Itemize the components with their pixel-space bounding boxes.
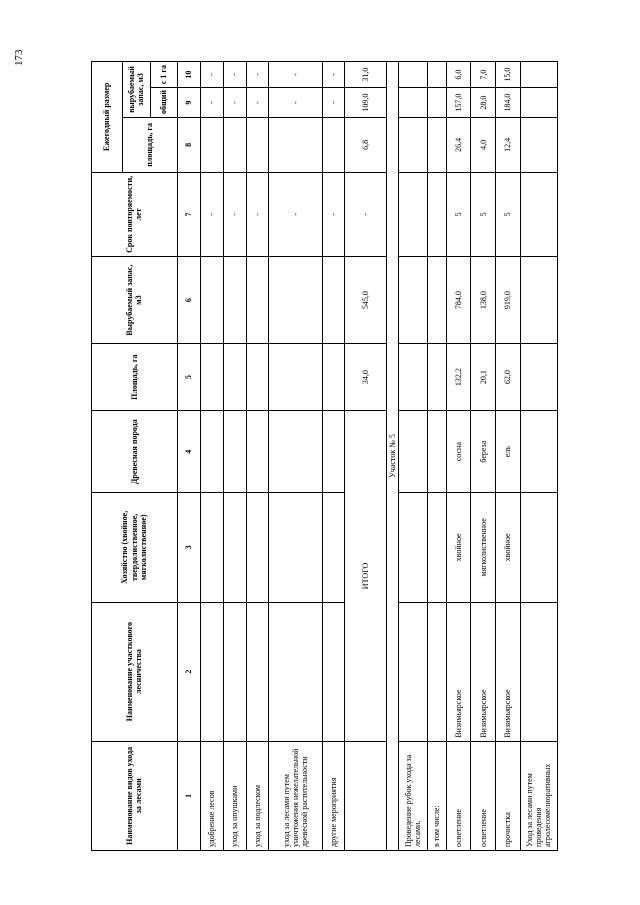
- header-annual-total: общий: [150, 88, 177, 118]
- cell-stock: 784,0: [446, 257, 471, 344]
- cell-annual-area: [246, 117, 269, 172]
- total-period: -: [345, 172, 386, 256]
- table-row: [269, 62, 323, 851]
- total-annual-per-ha: 31,0: [345, 62, 386, 88]
- cell-period: [520, 172, 557, 256]
- header-col4: Древесная порода: [92, 411, 178, 493]
- cell-annual-total: -: [246, 88, 269, 118]
- row-name: уход за лесами путем уничтожения нежелательной древесной растительности: [269, 741, 323, 850]
- col-number: 8: [177, 117, 201, 172]
- cell-annual-per-ha: -: [223, 62, 246, 88]
- header-col2: Наименование участкового лесничества: [92, 602, 178, 741]
- cell-species: [520, 411, 557, 493]
- header-annual-area: площадь, га: [122, 117, 177, 172]
- row-name: в том числе:: [428, 741, 447, 850]
- table-row: [428, 62, 447, 851]
- cell-farm: хвойное: [446, 493, 471, 602]
- row-name: уход за подлеском: [246, 741, 269, 850]
- cell-annual-total: 157,0: [446, 88, 471, 118]
- header-annual-stock: вырубаемый запас, м3: [122, 62, 150, 118]
- cell-annual-total: -: [269, 88, 323, 118]
- row-name: удобрение лесов: [201, 741, 224, 850]
- header-row-1: [92, 62, 123, 851]
- cell-forestry: [399, 602, 428, 741]
- row-name: осветление: [446, 741, 471, 850]
- total-annual-total: 109,0: [345, 88, 386, 118]
- row-name: Уход за лесами путем проведения агролесомелиоративных: [520, 741, 557, 850]
- cell-area: 132,2: [446, 344, 471, 411]
- cell-stock: 919,0: [496, 257, 521, 344]
- cell-annual-area: [223, 117, 246, 172]
- column-number-row: [177, 62, 201, 851]
- header-col7: Срок повторяемости, лет: [92, 172, 178, 256]
- cell-annual-per-ha: 15,0: [496, 62, 521, 88]
- col-number: 9: [177, 88, 201, 118]
- table-row: [223, 62, 246, 851]
- header-col1: Наименование видов ухода за лесами: [92, 741, 178, 850]
- cell-annual-total: -: [223, 88, 246, 118]
- cell-forestry: Визимьярское: [471, 602, 496, 741]
- cell-annual-area: 12,4: [496, 117, 521, 172]
- table-row: [471, 62, 496, 851]
- header-annual: Ежегодный размер: [92, 62, 123, 173]
- col-number: 3: [177, 493, 201, 602]
- cell-annual-area: [428, 117, 447, 172]
- cell-annual-per-ha: 6,0: [446, 62, 471, 88]
- table-row: [246, 62, 269, 851]
- cell-annual-total: [428, 88, 447, 118]
- col-number: 7: [177, 172, 201, 256]
- cell-period: -: [246, 172, 269, 256]
- cell-stock: [428, 257, 447, 344]
- cell-area: [399, 344, 428, 411]
- cell-annual-area: [269, 117, 323, 172]
- cell-stock: [520, 257, 557, 344]
- cell-farm: мягколиственное: [471, 493, 496, 602]
- col-number: 1: [177, 741, 201, 850]
- cell-stock: [399, 257, 428, 344]
- cell-area: 62,0: [496, 344, 521, 411]
- total-label: ИТОГО: [345, 411, 386, 741]
- cell-period: [399, 172, 428, 256]
- cell-period: [428, 172, 447, 256]
- total-row: [345, 62, 386, 851]
- cell-period: 5: [446, 172, 471, 256]
- cell-species: [428, 411, 447, 493]
- forest-care-table: [91, 61, 558, 851]
- cell-area: [428, 344, 447, 411]
- total-stock: 545,0: [345, 257, 386, 344]
- cell-annual-per-ha: -: [322, 62, 345, 88]
- cell-annual-per-ha: 7,0: [471, 62, 496, 88]
- header-annual-per-ha: с 1 га: [150, 62, 177, 88]
- header-col3: Хозяйство (хвойное, твердолиственное, мягколиственное): [92, 493, 178, 602]
- cell-period: 5: [471, 172, 496, 256]
- row-name: Проведение рубок ухода за лесами,: [399, 741, 428, 850]
- row-name: осветление: [471, 741, 496, 850]
- cell-annual-total: [399, 88, 428, 118]
- cell-species: [399, 411, 428, 493]
- total-area: 34,0: [345, 344, 386, 411]
- cell-farm: [520, 493, 557, 602]
- cell-annual-area: [399, 117, 428, 172]
- cell-forestry: Визимьярское: [446, 602, 471, 741]
- cell-annual-per-ha: [399, 62, 428, 88]
- table-row: [496, 62, 521, 851]
- cell-area: 20,1: [471, 344, 496, 411]
- cell-annual-area: [520, 117, 557, 172]
- cell-annual-total: 184,0: [496, 88, 521, 118]
- cell-annual-total: 28,0: [471, 88, 496, 118]
- cell-annual-area: 4,0: [471, 117, 496, 172]
- cell-period: -: [322, 172, 345, 256]
- table-row: [322, 62, 345, 851]
- rotated-table-container: [91, 61, 558, 851]
- col-number: 6: [177, 257, 201, 344]
- cell-species: ель: [496, 411, 521, 493]
- cell-forestry: Визимьярское: [496, 602, 521, 741]
- cell-annual-area: [201, 117, 224, 172]
- cell-annual-per-ha: -: [201, 62, 224, 88]
- cell-annual-area: 26,4: [446, 117, 471, 172]
- section-title: Участок № 5: [386, 62, 399, 851]
- row-name: прочистка: [496, 741, 521, 850]
- col-number: 4: [177, 411, 201, 493]
- cell-species: сосна: [446, 411, 471, 493]
- table-row: [446, 62, 471, 851]
- table-row: [520, 62, 557, 851]
- col-number: 5: [177, 344, 201, 411]
- header-col6: Вырубаемый запас, м3: [92, 257, 178, 344]
- cell-annual-per-ha: [520, 62, 557, 88]
- cell-area: [520, 344, 557, 411]
- cell-period: 5: [496, 172, 521, 256]
- cell-forestry: [520, 602, 557, 741]
- cell-annual-area: [322, 117, 345, 172]
- section-row: [386, 62, 399, 851]
- table-row: [201, 62, 224, 851]
- cell-annual-per-ha: [428, 62, 447, 88]
- cell-farm: [428, 493, 447, 602]
- cell-period: -: [223, 172, 246, 256]
- cell-annual-total: [520, 88, 557, 118]
- total-annual-area: 6,8: [345, 117, 386, 172]
- cell-annual-total: -: [201, 88, 224, 118]
- cell-species: береза: [471, 411, 496, 493]
- table-row: [399, 62, 428, 851]
- row-name: уход за опушками: [223, 741, 246, 850]
- cell-annual-per-ha: -: [246, 62, 269, 88]
- cell-farm: хвойное: [496, 493, 521, 602]
- row-name: другие мероприятия: [322, 741, 345, 850]
- cell-farm: [399, 493, 428, 602]
- header-col5: Площадь, га: [92, 344, 178, 411]
- cell-stock: 138,0: [471, 257, 496, 344]
- cell-period: -: [269, 172, 323, 256]
- col-number: 2: [177, 602, 201, 741]
- cell-annual-per-ha: -: [269, 62, 323, 88]
- cell-annual-total: -: [322, 88, 345, 118]
- col-number: 10: [177, 62, 201, 88]
- cell-period: -: [201, 172, 224, 256]
- page-number: 173: [13, 49, 25, 66]
- cell-forestry: [428, 602, 447, 741]
